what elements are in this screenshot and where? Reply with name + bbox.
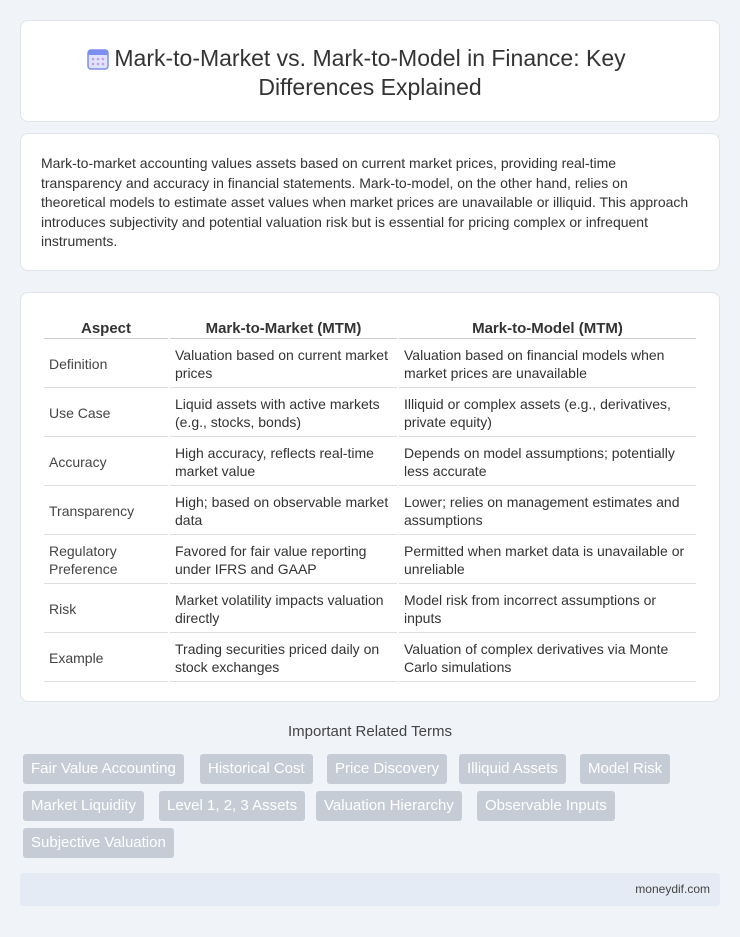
- mark-to-market-cell: Liquid assets with active markets (e.g., stocks, bonds): [170, 390, 397, 437]
- footer: [20, 873, 720, 906]
- table-header-row: [44, 317, 696, 339]
- mark-to-market-cell: High accuracy, reflects real-time market value: [170, 439, 397, 486]
- aspect-cell: Example: [44, 635, 168, 682]
- intro-card: [20, 133, 720, 271]
- mark-to-market-cell: Market volatility impacts valuation directly: [170, 586, 397, 633]
- mark-to-model-cell: Valuation of complex derivatives via Monte Carlo simulations: [399, 635, 696, 682]
- related-term-tag[interactable]: Market Liquidity: [23, 791, 144, 821]
- related-term-tag[interactable]: Subjective Valuation: [23, 828, 174, 858]
- related-term-tag[interactable]: Illiquid Assets: [459, 754, 566, 784]
- related-term-tag[interactable]: Price Discovery: [327, 754, 447, 784]
- aspect-cell: Use Case: [44, 390, 168, 437]
- table-row: [44, 439, 696, 486]
- related-term-tag[interactable]: Fair Value Accounting: [23, 754, 184, 784]
- comparison-card: [20, 292, 720, 702]
- table-row: [44, 586, 696, 633]
- intro-paragraph: Mark-to-market accounting values assets based on current market prices, providing real-time transparency and accuracy in financial statements. Mark-to-model, on the other hand, relies on theoretical models to estimate asset values when market prices are unavailable or illiquid. This approach introduces subjectivity and potential valuation risk but is essential for pricing complex or infrequent instruments.: [41, 155, 689, 249]
- aspect-cell: Definition: [44, 341, 168, 388]
- footer-site-link[interactable]: moneydif.com: [635, 882, 710, 896]
- aspect-cell: Risk: [44, 586, 168, 633]
- mark-to-model-cell: Permitted when market data is unavailable or unreliable: [399, 537, 696, 584]
- column-header-aspect: Aspect: [44, 317, 168, 339]
- mark-to-model-cell: Depends on model assumptions; potentially less accurate: [399, 439, 696, 486]
- related-term-tag[interactable]: Model Risk: [580, 754, 670, 784]
- mark-to-market-cell: Trading securities priced daily on stock exchanges: [170, 635, 397, 682]
- table-row: [44, 635, 696, 682]
- related-terms-heading: Important Related Terms: [288, 723, 452, 740]
- aspect-cell: Accuracy: [44, 439, 168, 486]
- mark-to-market-cell: High; based on observable market data: [170, 488, 397, 535]
- mark-to-model-cell: Illiquid or complex assets (e.g., derivatives, private equity): [399, 390, 696, 437]
- comparison-table: [42, 315, 698, 684]
- mark-to-market-cell: Favored for fair value reporting under IFRS and GAAP: [170, 537, 397, 584]
- table-row: [44, 390, 696, 437]
- column-header-mark-to-model: Mark-to-Model (MTM): [399, 317, 696, 339]
- column-header-mark-to-market: Mark-to-Market (MTM): [170, 317, 397, 339]
- related-term-tag[interactable]: Historical Cost: [200, 754, 313, 784]
- mark-to-model-cell: Model risk from incorrect assumptions or inputs: [399, 586, 696, 633]
- table-row: [44, 488, 696, 535]
- table-row: [44, 341, 696, 388]
- related-term-tag[interactable]: Level 1, 2, 3 Assets: [159, 791, 305, 821]
- related-term-tag[interactable]: Observable Inputs: [477, 791, 615, 821]
- aspect-cell: Transparency: [44, 488, 168, 535]
- mark-to-market-cell: Valuation based on current market prices: [170, 341, 397, 388]
- mark-to-model-cell: Lower; relies on management estimates and assumptions: [399, 488, 696, 535]
- mark-to-model-cell: Valuation based on financial models when market prices are unavailable: [399, 341, 696, 388]
- aspect-cell: Regulatory Preference: [44, 537, 168, 584]
- related-term-tag[interactable]: Valuation Hierarchy: [316, 791, 462, 821]
- page-title: Mark-to-Market vs. Mark-to-Model in Finance: Key Differences Explained: [114, 45, 626, 100]
- table-row: [44, 537, 696, 584]
- title-card: [20, 20, 720, 122]
